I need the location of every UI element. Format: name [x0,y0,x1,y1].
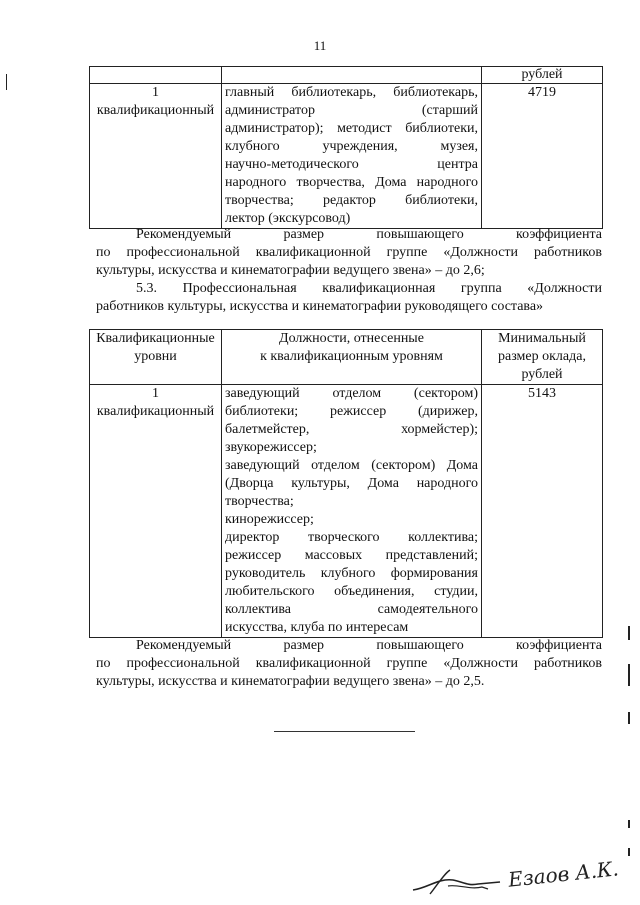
position-line: заведующий отделом (сектором) [225,386,478,401]
level-name: квалификационный [96,404,215,419]
position-line: кинорежиссер; [225,512,314,527]
header-cell-salary [482,330,603,385]
header-cell-positions [222,330,482,385]
salary-cell [482,385,603,638]
level-cell [90,385,222,638]
header-levels-line: Квалификационные [96,331,215,346]
signature-scribble-icon [408,860,508,900]
page-number: 11 [313,38,327,53]
level-number: 1 [152,386,159,401]
position-line: народного творчества, Дома народного [225,175,478,190]
header-salary-line: рублей [521,367,563,382]
position-line: научно-методического центра [225,157,478,172]
salary-value: 4719 [528,85,556,100]
header-cell-levels [90,330,222,385]
position-line: директор творческого коллектива; [225,530,478,545]
position-line: звукорежиссер; [225,440,317,455]
position-line: режиссер массовых представлений; [225,548,478,563]
salary-value: 5143 [528,386,556,401]
level-cell [90,84,222,229]
position-line: балетмейстер, хормейстер); [225,422,478,437]
salary-cell [482,84,603,229]
scan-mark [6,74,7,90]
table-header-row [90,67,603,84]
header-salary-tail: рублей [521,67,563,82]
header-positions-line: Должности, отнесенные [279,331,424,346]
position-line: (Дворца культуры, Дома народного [225,476,478,491]
position-line: творчества; [225,494,294,509]
position-line: заведующий отделом (сектором) Дома [225,458,478,473]
paragraph-line: культуры, искусства и кинематографии ведущего звена» – до 2,6; [96,263,485,278]
table-row [90,84,603,229]
table-header-row [90,330,603,385]
level-number: 1 [152,85,159,100]
paragraph-line: 5.3. Профессиональная квалификационная группа «Должности [136,281,602,296]
position-line: творчества; редактор библиотеки, [225,193,478,208]
level-name: квалификационный [96,103,215,118]
header-salary-line: Минимальный [498,331,586,346]
scan-mark [628,820,630,828]
position-line: любительского объединения, студии, [225,584,478,599]
paragraph-line: Рекомендуемый размер повышающего коэффициента [136,227,602,242]
position-line: руководитель клубного формирования [225,566,478,581]
paragraph-coefficient-managerial [96,637,602,691]
signature-text: Езаов А.К. [507,856,620,892]
header-cell-salary [482,67,603,84]
header-positions-line: к квалификационным уровням [260,349,443,364]
handwritten-signature [408,856,628,900]
positions-cell [222,385,482,638]
position-line: коллектива самодеятельного [225,602,478,617]
paragraph-line: работников культуры, искусства и кинематографии руководящего состава» [96,299,544,314]
header-cell-levels [90,67,222,84]
scan-mark [628,664,630,686]
header-salary-line: размер оклада, [498,349,586,364]
salary-table-managerial [89,329,603,638]
position-line: администратор); методист библиотеки, [225,121,478,136]
scan-mark [628,712,630,724]
header-cell-positions [222,67,482,84]
table-row [90,385,603,638]
position-line: администратор (старший [225,103,478,118]
paragraph-line: по профессиональной квалификационной группе «Должности работников [96,656,602,671]
salary-table-leading [89,66,603,229]
position-line: искусства, клуба по интересам [225,620,409,635]
separator-line [274,731,415,732]
paragraph-line: по профессиональной квалификационной группе «Должности работников [96,245,602,260]
header-levels-line: уровни [134,349,177,364]
paragraph-line: Рекомендуемый размер повышающего коэффициента [136,638,602,653]
positions-cell [222,84,482,229]
position-line: главный библиотекарь, библиотекарь, [225,85,478,100]
paragraph-line: культуры, искусства и кинематографии ведущего звена» – до 2,5. [96,674,485,689]
position-line: клубного учреждения, музея, [225,139,478,154]
scan-mark [628,626,630,640]
paragraph-coefficient-leading [96,226,602,316]
scan-mark [628,848,630,856]
position-line: библиотеки; режиссер (дирижер, [225,404,478,419]
position-line: лектор (экскурсовод) [225,211,351,226]
